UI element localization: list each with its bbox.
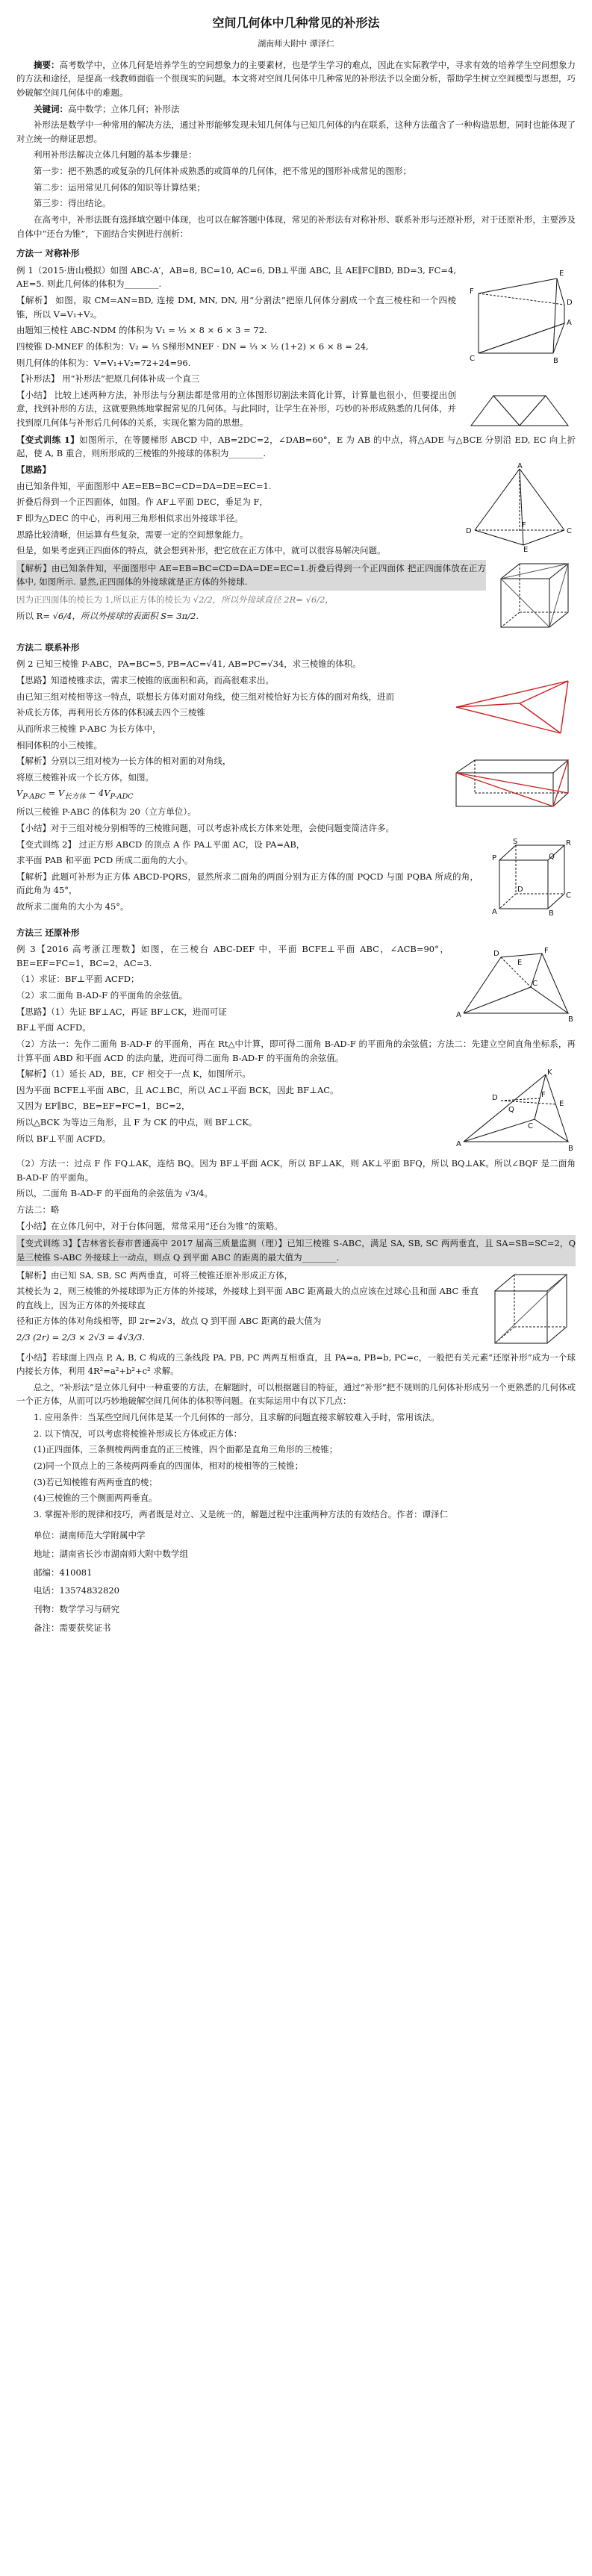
fig1-label: D	[567, 298, 573, 307]
conclusion-paragraph: 总之，“补形法”是立体几何中一种重要的方法，在解题时，可以根据题目的特征，通过“补形”把不规则的几何体补形成另一个更熟悉的几何体或一个正方体，从而可以巧妙地破解空间几何体的体积等问题。在实际运用中有以下几点：	[16, 1381, 576, 1407]
variant1-thinking-text: F 即为△DEC 的中心，再利用三角形相似求出外接球半径。	[16, 512, 243, 523]
keywords-text: 高中数学；立体几何；补形法	[68, 103, 180, 114]
example3-summary: 【小结】在立体几何中，对于台体问题，常常采用“还台为锥”的策略。	[16, 1220, 283, 1231]
svg-text:E: E	[559, 1100, 564, 1109]
variant1-calc: 因为正四面体的棱长为 1,所以正方体的棱长为 √2/2，所以外接球直径 2R= √6/2，	[16, 594, 334, 606]
svg-text:A: A	[492, 907, 497, 916]
example3-block	[16, 942, 576, 1037]
example3-analysis: 所以△BCK 为等边三角形，且 F 为 CK 的中点，则 BF⊥CK。	[16, 1117, 258, 1128]
example1-question: 例 1（2015·唐山模拟）如图 ABC-A′，AB=8, BC=10, AC=6, DB⊥平面 ABC, 且 AE∥FC∥BD, BD=3, FC=4, AE=5. 则此几何体的体积为________.	[16, 264, 456, 290]
svg-text:P: P	[492, 853, 497, 862]
intro-step: 第二步：运用常见几何体的知识等计算结果；	[34, 181, 205, 193]
intro-paragraph: 利用补形法解决立体几何题的基本步骤是：	[34, 149, 197, 161]
variant1-thinking-text: 由已知条件知，平面图形中 AE=EB=BC=CD=DA=DE=EC=1.	[16, 480, 272, 491]
example2-question: 例 2 已知三棱锥 P-ABC，PA=BC=5, PB=AC=√41, AB=PC=√34，求三棱锥的体积。	[16, 659, 361, 670]
figure-cube-pqrs	[486, 838, 576, 920]
variant1-label: 【变式训练 1】	[16, 434, 80, 445]
section-heading-method2: 方法二 联系补形	[16, 641, 80, 653]
example3-method2-note: 方法二：略	[16, 1204, 60, 1216]
svg-text:F: F	[541, 1091, 546, 1100]
keywords-label: 关键词：	[34, 103, 68, 114]
variant3-text: 【解析】由已知 SA, SB, SC 两两垂直，可将三棱锥还原补形成正方体，	[16, 1269, 293, 1281]
svg-text:R: R	[566, 839, 571, 847]
variant1-thinking-label: 【思路】	[16, 464, 51, 476]
example1-calc: 由题知三棱柱 ABC-NDM 的体积为 V₁ = ½ × 8 × 6 × 3 = 72.	[16, 325, 267, 336]
example3-q1: （1）求证：BF⊥平面 ACFD；	[16, 974, 140, 985]
figure-pyramid-k	[456, 1067, 576, 1157]
svg-text:C: C	[532, 980, 538, 989]
svg-text:Q: Q	[549, 852, 555, 861]
intro-step: 第一步：把不熟悉的或复杂的几何体补成熟悉的或简单的几何体，把不常见的图形补成常见的图形；	[34, 166, 411, 177]
svg-text:A: A	[517, 463, 523, 471]
footer-postcode: 邮编：410081	[34, 1567, 93, 1578]
figure-cube-tetra	[493, 560, 576, 635]
footer-address: 地址：湖南省长沙市湖南师大附中数学组	[34, 1549, 188, 1560]
example1-supplement: 【补形法】 用“补形法”把原几何体补成一个直三	[16, 373, 200, 385]
figure-prism	[464, 264, 576, 376]
figure-triangle-red	[449, 673, 576, 741]
conclusion-item: (3)若已知棱锥有两两垂直的棱；	[34, 1476, 158, 1487]
svg-text:F: F	[544, 947, 549, 956]
example3-analysis-block	[16, 1067, 576, 1157]
intro-paragraph: 在高考中，补形法既有选择填空题中体现，也可以在解答题中体现，常见的补形法有对称补形、联系补形与还原补形，对于还原补形，主要涉及自体中“还台为锥”，下面结合实例进行剖析：	[16, 214, 576, 239]
section-heading-method1: 方法一 对称补形	[16, 248, 80, 259]
svg-text:D: D	[493, 950, 499, 959]
svg-text:C: C	[566, 891, 571, 900]
example3-analysis: 【解析】（1）延长 AD，BE，CF 相交于一点 K，如图所示。	[16, 1068, 251, 1080]
svg-text:S: S	[513, 837, 518, 846]
example2-text: 相同体积的小三棱锥。	[16, 739, 102, 750]
example3-analysis: 所以 BF⊥平面 ACFD。	[16, 1133, 111, 1144]
svg-text:D: D	[466, 527, 472, 536]
fig1-label: F	[470, 287, 474, 296]
example2-text: 由已知三组对棱相等这一特点，联想长方体对面对角线，使三组对棱恰好为长方体的面对角线，进而	[16, 691, 394, 702]
svg-text:D: D	[492, 1094, 498, 1103]
figure-cube-sabc	[486, 1269, 576, 1351]
conclusion-item: 1. 应用条件：当某些空间几何体是某一个几何体的一部分，且求解的问题直接求解较难入手时，常用该法。	[34, 1412, 440, 1423]
abstract-text: 高考数学中，立体几何是培养学生的空间想象力的主要素材，也是学生学习的难点，因此在实际教学中，寻求有效的培养学生空间想象力的方法和途径，是提高一线教师面临一个很现实的问题。本文将对空间几何体中几种常见的补形法予以全面分析，帮助学生树立空间模型与思想，巧妙破解空间几何体中的难题。	[16, 59, 576, 98]
fig1-label: B	[553, 356, 558, 365]
example2-thinking: 【思路】知道棱锥求法，需求三棱锥的底面积和高，而高很难求出。	[16, 675, 274, 686]
variant3-summary: 【小结】若球面上四点 P, A, B, C 构成的三条线段 PA, PB, PC 两两互相垂直，且 PA=a, PB=b, PC=c，一般把有关元素“还原补形”成为一个球内接长方体，利用 4R²=a²+b²+c² 求解。	[16, 1351, 576, 1377]
example3-thinking: 【思路】（1）先证 BF⊥AC，再证 BF⊥CK，进而可证	[16, 1006, 227, 1017]
intro-paragraph: 补形法是数学中一种常用的解决方法，通过补形能够发现未知几何体与已知几何体的内在联系，这种方法蕴含了一种构造思想，同时也能体现了对立统一的辩证思想。	[16, 119, 576, 144]
example2-block	[16, 673, 576, 754]
variant1-text: 如图所示，在等腰梯形 ABCD 中，AB=2DC=2，∠DAB=60°，E 为 AB 的中点，将△ADE 与△BCE 分别沿 ED, EC 向上折起，使 A, B 重合，则所形成的三棱锥的外接球的体积为________.	[16, 434, 576, 459]
conclusion-item: 3. 掌握补形的规律和技巧，两者既是对立、又是统一的，解题过程中注重两种方法的有效结合。作者：谭泽仁	[34, 1508, 449, 1519]
variant1-analysis: 【解析】由已知条件知，平面图形中 AE=EB=BC=CD=DA=DE=EC=1.折叠后得到一个正四面体 把正四面体放在正方体中, 如图所示. 显然,正四面体的外接球就是正方体的外接球.	[16, 560, 486, 591]
example2-text: 从而所求三棱锥 P-ABC 为长方体中，	[16, 723, 161, 734]
figure-box	[449, 754, 576, 814]
variant2-text: 【变式训练 2】 过正方形 ABCD 的顶点 A 作 PA⊥平面 AC，设 PA=AB，	[16, 839, 305, 850]
abstract	[16, 58, 576, 100]
svg-text:C: C	[528, 1122, 533, 1131]
variant2-text: 故所求二面角的大小为 45°。	[16, 901, 129, 912]
example2-text: 所以三棱锥 P-ABC 的体积为 20（立方单位）。	[16, 806, 196, 818]
example1-calc: 四棱锥 D-MNEF 的体积为：V₂ = ⅓ S梯形MNEF · DN = ⅓ × ½ (1+2) × 6 × 8 = 24,	[16, 340, 369, 352]
variant3-text: 其棱长为 2，则三棱锥的外接球即为正方体的外接球，外接球上到平面 ABC 距离最大的点应该在过球心且和面 ABC 垂直的直线上，因为正方体的外接球直	[16, 1286, 479, 1310]
fig1-label: E	[559, 269, 564, 278]
variant3-formula: 2/3 (2r) = 2/3 × 2√3 = 4√3/3.	[16, 1332, 146, 1343]
variant1-thinking-text: 折叠后得到一个正四面体，如图。作 AF⊥平面 DEC，垂足为 F，	[16, 497, 268, 508]
example3-q2: （2）求二面角 B-AD-F 的平面角的余弦值。	[16, 990, 188, 1001]
example3-thinking: BF⊥平面 ACFD。	[16, 1022, 91, 1033]
example3-thinking: （2）方法一：先作二面角 B-AD-F 的平面角，再在 Rt△中计算，即可得二面角 B-AD-F 的平面角的余弦值；方法二：先建立空间直角坐标系，再计算平面 ABD 和平面 ACD 的法向量，进而可得二面角 B-AD-F 的平面角的余弦值。	[16, 1038, 576, 1063]
footer-phone: 电话：13574832820	[34, 1585, 119, 1596]
variant1-thinking-text: 思路比较清晰，但运算有些复杂，需要一定的空间想象能力。	[16, 529, 249, 540]
abstract-label: 摘要：	[34, 59, 60, 70]
svg-text:B: B	[549, 909, 554, 918]
svg-text:Q: Q	[508, 1106, 514, 1115]
conclusion-item: (1)正四面体，三条侧棱两两垂直的正三棱锥，四个面都是直角三角形的三棱锥；	[34, 1444, 338, 1455]
example2-text: 将原三棱锥补成一个长方体，如图。	[16, 771, 154, 783]
example3-analysis: 所以，二面角 B-AD-F 的平面角的余弦值为 √3/4。	[16, 1188, 213, 1199]
variant1-analysis-block	[16, 560, 576, 635]
conclusion-item: 2. 以下情况，可以考虑将棱锥补形成长方体或正方体：	[34, 1428, 243, 1439]
svg-text:F: F	[522, 521, 526, 530]
example2-formula: $V_{P-ABC} = V_{长方体} - 4V_{P-ADC}$	[16, 788, 134, 801]
variant3-text: 径和正方体的体对角线相等，即 2r=2√3，故点 Q 到平面 ABC 距离的最大值为	[16, 1316, 322, 1327]
example3-analysis: （2）方法一：过点 F 作 FQ⊥AK，连结 BQ。因为 BF⊥平面 ACK，所以 BF⊥AK，则 AK⊥平面 BFQ，所以 BQ⊥AK。所以∠BQF 是二面角 B-AD-F 的平面角。	[16, 1158, 576, 1183]
fig1-label: C	[470, 354, 475, 363]
svg-text:E: E	[523, 546, 529, 553]
conclusion-item: (2)同一个顶点上的三条棱两两垂直的四面体，相对的棱相等的三棱锥；	[34, 1460, 304, 1471]
svg-text:K: K	[547, 1068, 552, 1077]
example1-block	[16, 264, 576, 388]
svg-text:B: B	[568, 1015, 573, 1024]
example1-result: 则几何体的体积为：V=V₁+V₂=72+24=96.	[16, 357, 191, 368]
svg-text:D: D	[517, 885, 523, 894]
variant2-text: 【解析】此题可补形为正方体 ABCD-PQRS，显然所求二面角的两面分别为正方体的面 PQCD 与面 PQBA 所成的角，而此角为 45°，	[16, 871, 479, 896]
summary1-text: 【小结】 比较上述两种方法，补形法与分割法都是常用的立体图形切割法来简化计算，计算量也很小，但要提出创意，找到补形的方法，这就要熟练地掌握常见的几何体。与此同时，让学生在补形，巧妙的补形成熟悉的几何体，并找到原几何体与补形后几何体的关系，实现化繁为简的思想。	[16, 389, 456, 429]
example2-analysis: 【解析】分别以三组对棱为一长方体的相对面的对角线，	[16, 756, 231, 767]
example3-analysis: 因为平面 BCFE⊥平面 ABC，且 AC⊥BC，所以 AC⊥平面 BCK，因此 BF⊥AC。	[16, 1084, 339, 1095]
section-heading-method3: 方法三 还原补形	[16, 927, 80, 938]
figure-frustum	[456, 942, 576, 1024]
summary1-block	[16, 388, 576, 433]
intro-step: 第三步：得出结论。	[34, 198, 111, 209]
fig1-label: A	[567, 318, 572, 327]
variant3-question: 【变式训练 3】【吉林省长春市普通高中 2017 届高三质量监测（理）】已知三棱锥 S-ABC，满足 SA, SB, SC 两两垂直，且 SA=SB=SC=2，Q 是三棱锥 S-ABC 外接球上一动点，则点 Q 到平面 ABC 的距离的最大值为________.	[16, 1235, 576, 1266]
variant2-text: 求平面 PAB 和平面 PCD 所成二面角的大小。	[16, 855, 193, 866]
figure-trapezoid	[464, 388, 576, 433]
figure-tetrahedron	[464, 463, 576, 553]
variant1-question	[16, 433, 576, 461]
svg-text:E: E	[517, 959, 523, 968]
example1-analysis: 【解析】 如图，取 CM=AN=BD, 连接 DM, MN, DN, 用“分割法”把原几何体分割成一个直三棱柱和一个四棱锥，所以 V=V₁+V₂。	[16, 295, 456, 320]
author-footer	[16, 1528, 576, 1634]
svg-text:B: B	[568, 1145, 573, 1154]
example2-summary: 【小结】对于三组对棱分别相等的三棱锥问题，可以考虑补成长方体来处理，会使问题变简洁许多。	[16, 822, 394, 833]
example2-text: 补成长方体，再利用长方体的体积减去四个三棱锥	[16, 707, 205, 718]
example2-analysis-block	[16, 754, 576, 821]
variant3-block	[16, 1269, 576, 1351]
footer-note: 备注：需要获奖证书	[34, 1622, 111, 1633]
conclusion-item: (4)三棱锥的三个侧面两两垂直。	[34, 1493, 158, 1504]
svg-text:C: C	[567, 527, 572, 536]
svg-text:A: A	[456, 1140, 461, 1149]
variant1-thinking-text: 但是，如果考虑到正四面体的特点，就会想到补形，把它放在正方体中，就可以很容易解决问题。	[16, 545, 386, 556]
variant1-calc: 所以 R= √6/4，所以外接球的表面积 S= 3π/2.	[16, 610, 199, 621]
footer-unit: 单位：湖南师范大学附属中学	[34, 1530, 146, 1541]
footer-journal: 刊物：数学学习与研究	[34, 1603, 119, 1614]
example3-question: 例 3【2016 高考浙江理数】如图，在三棱台 ABC-DEF 中，平面 BCFE⊥平面 ABC，∠ACB=90°，BE=EF=FC=1，BC=2，AC=3.	[16, 944, 449, 968]
variant2-block	[16, 838, 576, 920]
keywords	[16, 102, 576, 116]
page-title: 空间几何体中几种常见的补形法	[212, 16, 380, 30]
variant1-thinking-block	[16, 463, 576, 560]
example3-analysis: 又因为 EF∥BC，BE=EF=FC=1，BC=2，	[16, 1101, 190, 1112]
svg-text:A: A	[456, 1011, 461, 1020]
author-line: 湖南师大附中 谭泽仁	[258, 38, 334, 49]
